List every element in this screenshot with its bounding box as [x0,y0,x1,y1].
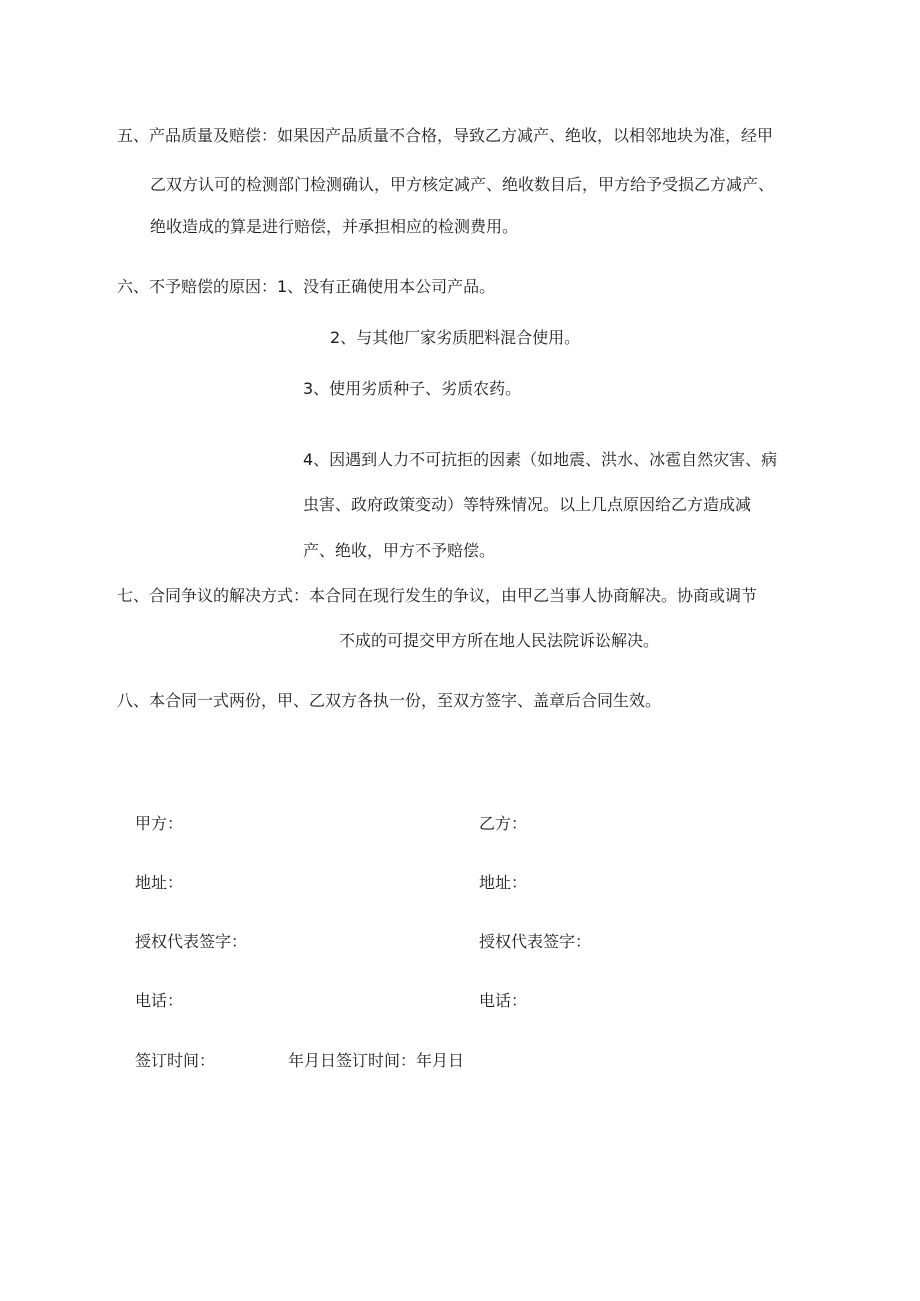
party-b-label: 乙方： [479,814,528,833]
address-b-label: 地址： [479,873,528,892]
representative-a-label: 授权代表签字： [135,932,248,951]
section-5-line-3: 绝收造成的算是进行赔偿，并承担相应的检测费用。 [150,217,519,236]
section-6-item-2: 2、与其他厂家劣质肥料混合使用。 [330,328,581,347]
address-a-label: 地址： [135,873,184,892]
party-a-label: 甲方： [135,814,184,833]
section-6-item-3: 3、使用劣质种子、劣质农药。 [303,379,522,398]
signing-date-values: 年月日签订时间：年月日 [288,1051,465,1070]
phone-a-label: 电话： [135,991,184,1010]
representative-b-label: 授权代表签字： [479,932,592,951]
section-7-line-1: 七、合同争议的解决方式：本合同在现行发生的争议，由甲乙当事人协商解决。协商或调节 [117,586,758,605]
section-5-line-2: 乙双方认可的检测部门检测确认，甲方核定减产、绝收数目后，甲方给予受损乙方减产、 [150,175,775,194]
phone-b-label: 电话： [479,991,528,1010]
section-6-item-4-line-3: 产、绝收，甲方不予赔偿。 [303,541,496,560]
signing-date-label: 签订时间： [135,1051,216,1070]
section-5-line-1: 五、产品质量及赔偿：如果因产品质量不合格，导致乙方减产、绝收，以相邻地块为准，经甲 [117,126,774,145]
section-6-item-4-line-1: 4、因遇到人力不可抗拒的因素（如地震、洪水、冰雹自然灾害、病 [303,450,778,469]
section-7-line-2: 不成的可提交甲方所在地人民法院诉讼解决。 [339,631,660,650]
section-6-line-1: 六、不予赔偿的原因：1、没有正确使用本公司产品。 [117,277,496,296]
section-6-item-4-line-2: 虫害、政府政策变动）等特殊情况。以上几点原因给乙方造成减 [303,495,752,514]
section-8-line-1: 八、本合同一式两份，甲、乙双方各执一份，至双方签字、盖章后合同生效。 [117,691,662,710]
